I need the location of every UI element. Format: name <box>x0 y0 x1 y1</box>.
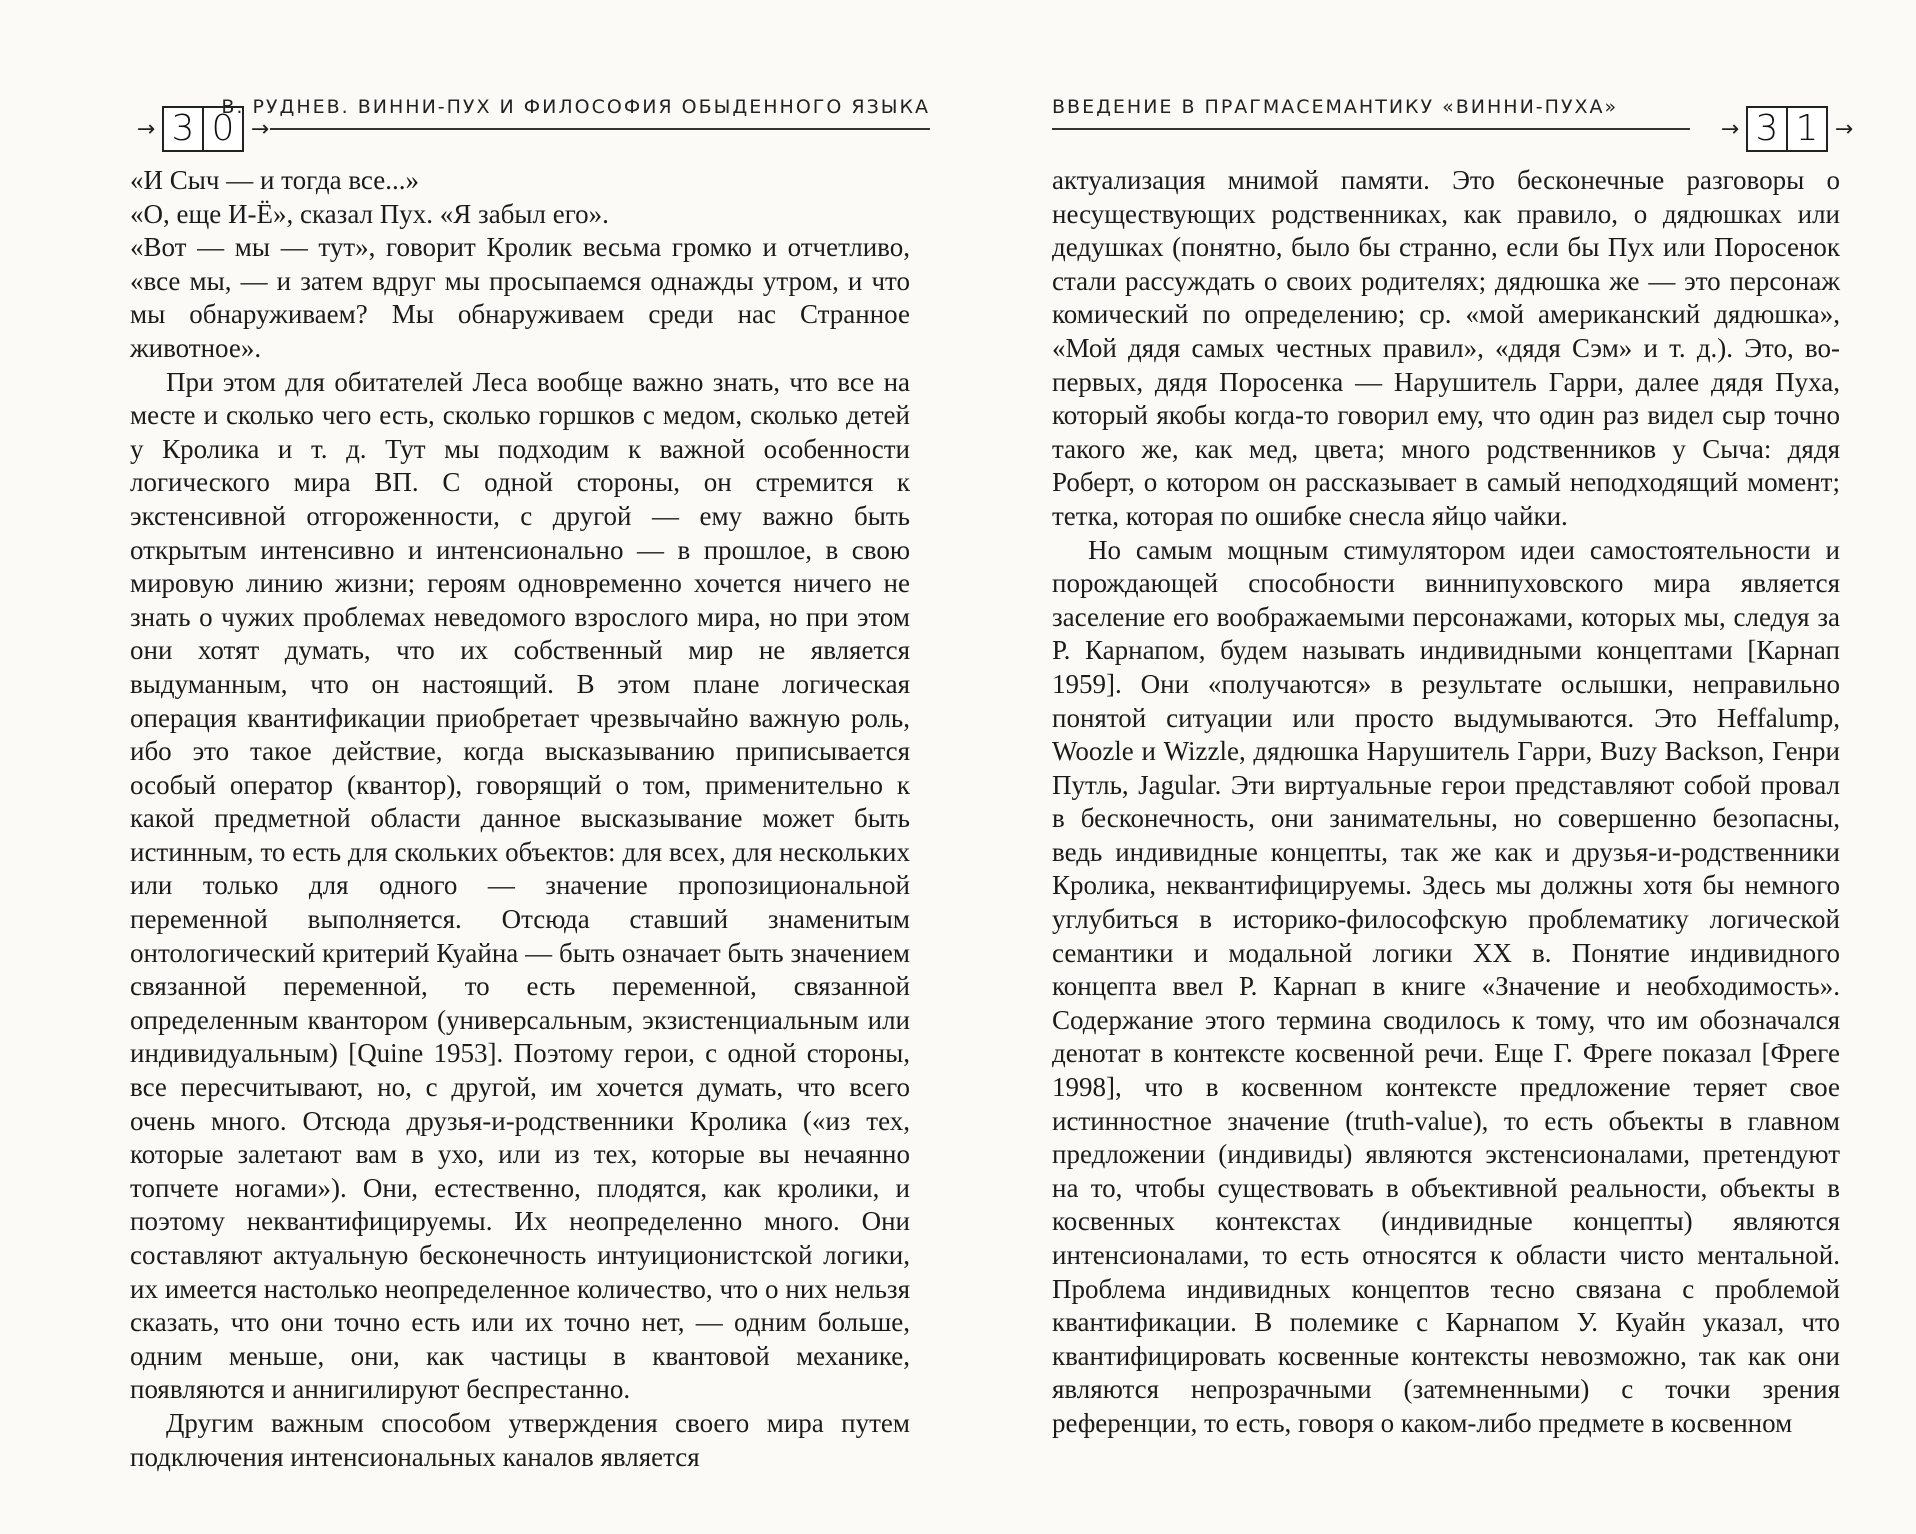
left-page-header <box>130 84 950 154</box>
page-number-digit: 0 <box>204 106 244 152</box>
arrow-right-icon: → <box>136 116 156 142</box>
body-text <box>130 164 910 1474</box>
right-page <box>1040 0 1860 1534</box>
paragraph: «Вот — мы — тут», говорит Кролик весьма громко и отчетливо, «все мы, — и затем вдруг мы просыпаемся однажды утром, и что мы обнаруживаем? Мы обнаруживаем среди нас Странное животное». <box>130 232 910 363</box>
paragraph: актуализация мнимой памяти. Это бесконечные разговоры о несуществующих родственниках, как правило, о дядюшках или дедушках (понятно, было бы странно, если бы Пух или Поросенок стали рассуждать о своих родителях; дядюшка же — это персонаж комический по определению; ср. «мой американский дядюшка», «Мой дядя самых честных правил», «дядя Сэм» и т. д.). Это, во-первых, дядя Поросенка — Нарушитель Гарри, далее дядя Пуха, который якобы когда-то говорил ему, что один раз видел сыр точно такого же, как мед, цвета; много родственников у Сыча: дядя Роберт, о котором он рассказывает в самый неподходящий момент; тетка, которая по ошибке снесла яйцо чайки. <box>1052 165 1840 531</box>
running-title: В. РУДНЕВ. ВИННИ-ПУХ И ФИЛОСОФИЯ ОБЫДЕННОГО ЯЗЫКА <box>221 96 930 118</box>
paragraph: «И Сыч — и тогда все...» <box>130 165 419 195</box>
header-rule <box>1052 128 1690 130</box>
paragraph: Другим важным способом утверждения своего мира путем подключения интенсиональных каналов является <box>130 1407 910 1472</box>
page-number-digit: 3 <box>162 106 204 152</box>
arrow-right-icon: → <box>1720 116 1740 142</box>
page-number-digit: 3 <box>1746 106 1788 152</box>
paragraph: «О, еще И-Ё», сказал Пух. «Я забыл его». <box>130 198 609 229</box>
running-title: ВВЕДЕНИЕ В ПРАГМАСЕМАНТИКУ «ВИННИ-ПУХА» <box>1052 96 1619 118</box>
arrow-right-icon: → <box>250 116 270 142</box>
paragraph: Но самым мощным стимулятором идеи самостоятельности и порождающей способности виннипуховского мира является заселение его воображаемыми персонажами, которых мы, следуя за Р. Карнапом, будем называть индивидными концептами [Карнап 1959]. Они «получаются» в результате ослышки, неправильно понятой ситуации или просто выдумываются. Это Heffalump, Woozle и Wizzle, дядюшка Нарушитель Гарри, Buzy Backson, Генри Путль, Jagular. Эти виртуальные герои представляют собой провал в бесконечность, они занимательны, но совершенно безопасны, ведь индивидные концепты, так же как и друзья-и-родственники Кролика, неквантифицируемы. Здесь мы должны хотя бы немного углубиться в историко-философскую проблематику логической семантики и модальной логики XX в. Понятие индивидного концепта ввел Р. Карнап в книге «Значение и необходимость». Содержание этого термина сводилось к тому, что им обозначался денотат в контексте косвенной речи. Еще Г. Фреге показал [Фреге 1998], что в косвенном контексте предложение теряет свое истинностное значение (truth-value), то есть объекты в главном предложении (индивиды) являются экстенсионалами, претендуют на то, чтобы существовать в объективной реальности, объекты в косвенных контекстах (индивидные концепты) являются интенсионалами, то есть относятся к области чисто ментальной. Проблема индивидных концептов тесно связана с проблемой квантификации. В полемике с Карнапом У. Куайн указал, что квантифицировать косвенные контексты невозможно, так как они являются непрозрачными (затемненными) с точки зрения референции, то есть, говоря о каком-либо предмете в косвенном <box>1052 534 1840 1438</box>
left-page <box>130 0 950 1534</box>
body-text <box>1052 164 1840 1441</box>
right-page-header <box>1040 84 1860 154</box>
arrow-right-icon: → <box>1834 116 1854 142</box>
page-number-box <box>1714 106 1860 152</box>
header-rule <box>270 128 930 130</box>
page-number-digit: 1 <box>1788 106 1828 152</box>
paragraph: При этом для обитателей Леса вообще важно знать, что все на месте и сколько чего есть, сколько горшков с медом, сколько детей у Кролика и т. д. Тут мы подходим к важной особенности логического мира ВП. С одной стороны, он стремится к экстенсивной отгороженности, с другой — ему важно быть открытым интенсивно и интенсионально — в прошлое, в свою мировую линию жизни; героям одновременно хочется ничего не знать о чужих проблемах неведомого взрослого мира, но при этом они хотят думать, что их собственный мир не является выдуманным, что он настоящий. В этом плане логическая операция квантификации приобретает чрезвычайно важную роль, ибо это такое действие, когда высказыванию приписывается особый оператор (квантор), говорящий о том, применительно к какой предметной области данное высказывание может быть истинным, то есть для скольких объектов: для всех, для нескольких или только для одного — значение пропозициональной переменной выполняется. Отсюда ставший знаменитым онтологический критерий Куайна — быть означает быть значением связанной переменной, то есть переменной, связанной определенным квантором (универсальным, экзистенциальным или индивидуальным) [Quine 1953]. Поэтому герои, с одной стороны, все пересчитывают, но, с другой, им хочется думать, что всего очень много. Отсюда друзья-и-родственники Кролика («из тех, которые залетают вам в ухо, или из тех, которые вы нечаянно топчете ногами»). Они, естественно, плодятся, как кролики, и поэтому неквантифицируемы. Их неопределенно много. Они составляют актуальную бесконечность интуиционистской логики, их имеется настолько неопределенное количество, что о них нельзя сказать, что они точно есть или их точно нет, — одним больше, одним меньше, они, как частицы в квантовой механике, появляются и аннигилируют беспрестанно. <box>130 366 910 1405</box>
